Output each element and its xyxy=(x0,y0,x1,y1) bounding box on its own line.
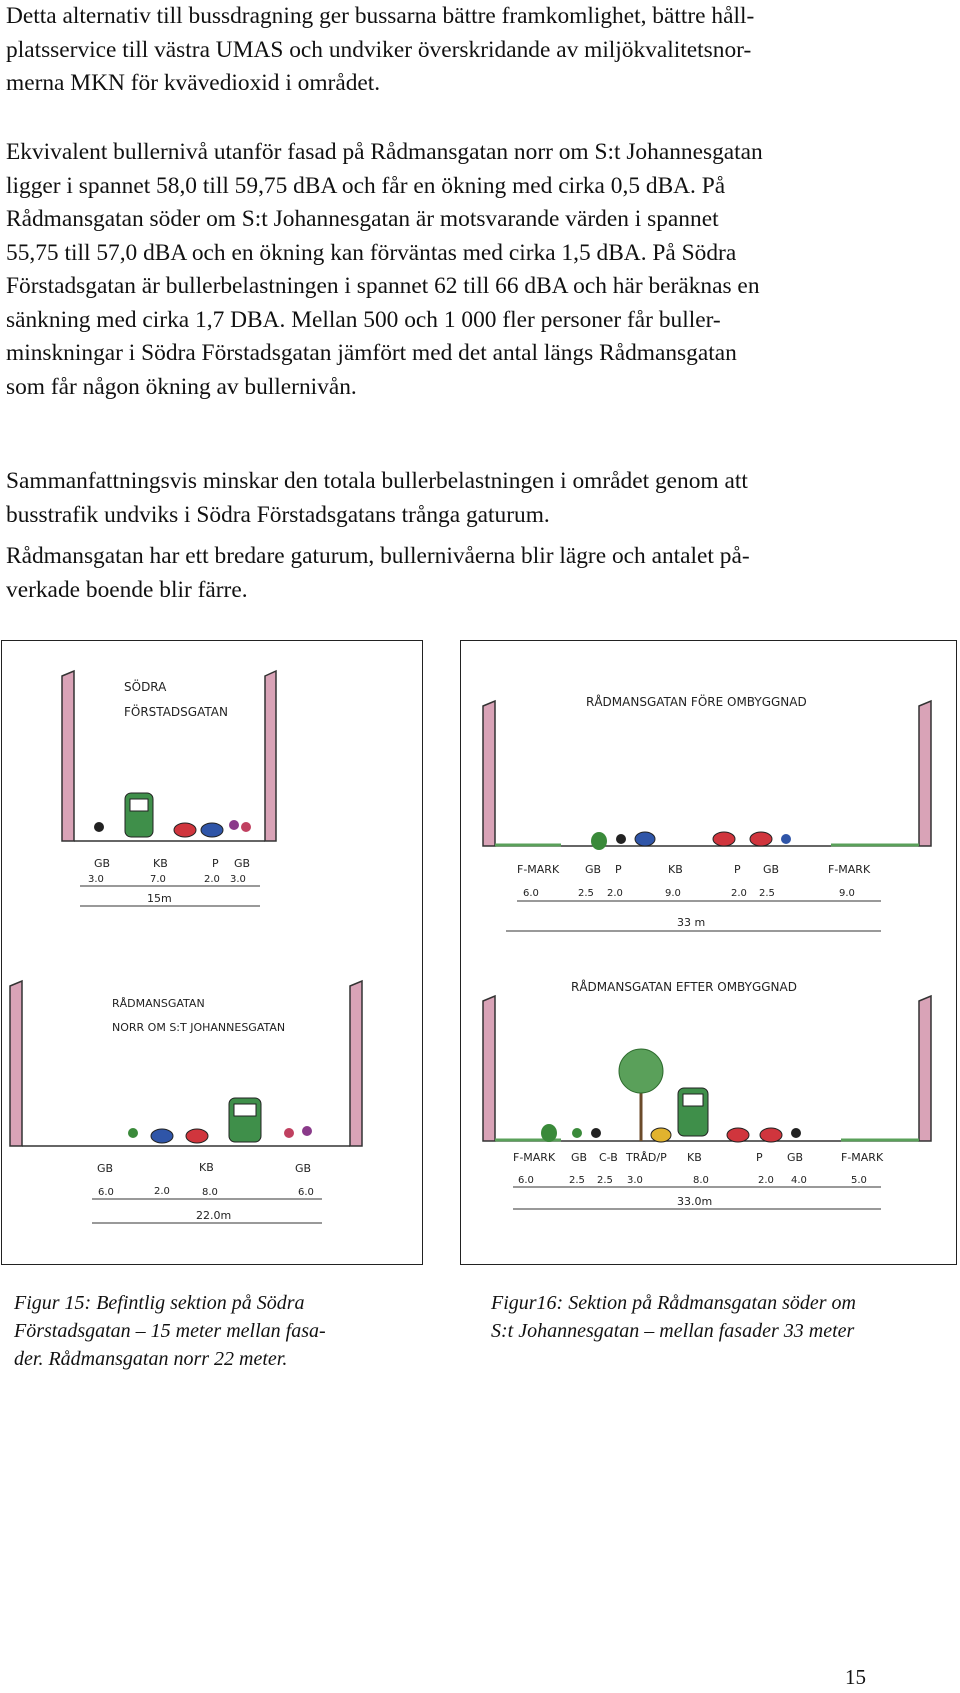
text-line: busstrafik undviks i Södra Förstadsgatans trånga gaturum. xyxy=(6,501,550,528)
caption-line: Förstadsgatan – 15 meter mellan fasa- xyxy=(14,1320,326,1342)
width-value: 2.5 xyxy=(578,888,594,899)
lane-label: GB xyxy=(97,1162,114,1175)
caption-line: der. Rådmansgatan norr 22 meter. xyxy=(14,1348,288,1370)
text-line: Förstadsgatan är bullerbelastningen i spannet 62 till 66 dBA och här beräknas en xyxy=(6,273,760,299)
width-value: 9.0 xyxy=(839,888,855,899)
text-line: Rådmansgatan har ett bredare gaturum, bullernivåerna blir lägre och antalet på- xyxy=(6,543,750,569)
width-value: 2.0 xyxy=(607,888,623,899)
lane-label: F-MARK xyxy=(513,1151,556,1164)
section-title: RÅDMANSGATAN FÖRE OMBYGGNAD xyxy=(586,695,807,709)
paragraph-2 xyxy=(6,136,886,404)
pedestrian-icon xyxy=(616,834,626,844)
section-sodra-forstadsgatan xyxy=(62,671,276,906)
facade-right xyxy=(919,701,931,846)
lane-label: KB xyxy=(668,863,683,876)
width-value: 3.0 xyxy=(230,874,246,885)
width-value: 2.5 xyxy=(569,1175,585,1186)
width-value: 8.0 xyxy=(693,1175,709,1186)
width-value: 2.0 xyxy=(204,874,220,885)
width-value: 6.0 xyxy=(518,1175,534,1186)
width-value: 8.0 xyxy=(202,1187,218,1198)
lane-label: GB xyxy=(295,1162,312,1175)
caption-line: Figur16: Sektion på Rådmansgatan söder om xyxy=(491,1292,856,1314)
text-line: merna MKN för kvävedioxid i området. xyxy=(6,70,381,96)
lane-label: GB xyxy=(787,1151,804,1164)
page-number: 15 xyxy=(845,1665,866,1689)
pedestrian-icon xyxy=(241,822,251,832)
lane-label: GB xyxy=(234,857,251,870)
caption-line: Figur 15: Befintlig sektion på Södra xyxy=(14,1292,305,1314)
lane-label: TRÅD/P xyxy=(626,1151,667,1164)
caption-left xyxy=(14,1289,326,1373)
width-value: 2.0 xyxy=(731,888,747,899)
pedestrian-icon xyxy=(791,1128,801,1138)
width-value: 3.0 xyxy=(627,1175,643,1186)
pedestrian-icon xyxy=(94,822,104,832)
width-value: 4.0 xyxy=(791,1175,807,1186)
facade-left xyxy=(10,981,22,1146)
facade-right xyxy=(350,981,362,1146)
facade-left xyxy=(483,701,495,846)
lane-label: P xyxy=(734,863,741,876)
text-line: Rådmansgatan söder om S:t Johannesgatan är motsvarande värden i spannet xyxy=(6,206,719,232)
section-title: SÖDRA xyxy=(124,680,167,694)
width-value: 6.0 xyxy=(98,1187,114,1198)
figure-left xyxy=(1,640,423,1265)
text-line: som får någon ökning av bullernivån. xyxy=(6,373,357,400)
text-line: verkade boende blir färre. xyxy=(6,576,248,603)
caption-line: S:t Johannesgatan – mellan fasader 33 meter xyxy=(491,1320,855,1342)
facade-right xyxy=(265,671,276,841)
bus-window xyxy=(683,1094,703,1106)
section-title: RÅDMANSGATAN EFTER OMBYGGNAD xyxy=(571,980,797,994)
pedestrian-icon xyxy=(572,1128,582,1138)
lane-label: GB xyxy=(585,863,602,876)
car-icon xyxy=(174,823,196,837)
text-line: minskningar i Södra Förstadsgatan jämfört med det antal längs Rådmansgatan xyxy=(6,340,737,366)
section-fore-ombyggnad xyxy=(483,693,931,931)
width-value: 7.0 xyxy=(150,874,166,885)
car-icon xyxy=(201,823,223,837)
bus-window xyxy=(234,1104,256,1116)
total-width: 22.0m xyxy=(196,1209,232,1222)
lane-label: P xyxy=(212,857,219,870)
tree-icon xyxy=(619,1049,663,1093)
car-icon xyxy=(635,832,655,846)
lane-label: KB xyxy=(199,1161,214,1174)
car-icon xyxy=(750,832,772,846)
facade-left xyxy=(483,996,495,1141)
lane-label: KB xyxy=(687,1151,702,1164)
pedestrian-icon xyxy=(302,1126,312,1136)
pedestrian-icon xyxy=(128,1128,138,1138)
total-width: 33.0m xyxy=(677,1195,713,1208)
section-title: NORR OM S:T JOHANNESGATAN xyxy=(112,1021,286,1034)
lane-label: GB xyxy=(571,1151,588,1164)
text-line: ligger i spannet 58,0 till 59,75 dBA och får en ökning med cirka 0,5 dBA. På xyxy=(6,172,726,199)
lane-label: F-MARK xyxy=(517,863,560,876)
car-icon xyxy=(651,1128,671,1142)
section-title: FÖRSTADSGATAN xyxy=(124,705,228,719)
lane-label: GB xyxy=(94,857,111,870)
lane-label: GB xyxy=(763,863,780,876)
lane-label: P xyxy=(756,1151,763,1164)
figure-right-drawing xyxy=(461,641,956,1264)
paragraph-1 xyxy=(6,0,886,101)
pedestrian-icon xyxy=(284,1128,294,1138)
paragraph-3 xyxy=(6,465,886,532)
width-value: 6.0 xyxy=(523,888,539,899)
width-value: 2.5 xyxy=(597,1175,613,1186)
car-icon xyxy=(151,1129,173,1143)
figure-right xyxy=(460,640,957,1265)
car-icon xyxy=(760,1128,782,1142)
text-line: 55,75 till 57,0 dBA och en ökning kan förväntas med cirka 1,5 dBA. På Södra xyxy=(6,239,737,266)
text-line: sänkning med cirka 1,7 DBA. Mellan 500 och 1 000 fler personer får buller- xyxy=(6,306,721,333)
section-title: RÅDMANSGATAN xyxy=(112,997,205,1010)
pedestrian-icon xyxy=(229,820,239,830)
lane-label: C-B xyxy=(599,1151,618,1164)
lane-label: F-MARK xyxy=(828,863,871,876)
text-line: Sammanfattningsvis minskar den totala bullerbelastningen i området genom att xyxy=(6,468,748,494)
width-value: 6.0 xyxy=(298,1187,314,1198)
pedestrian-icon xyxy=(781,834,791,844)
lane-label: KB xyxy=(153,857,168,870)
car-icon xyxy=(186,1129,208,1143)
width-value: 2.0 xyxy=(758,1175,774,1186)
facade-right xyxy=(919,996,931,1141)
width-value: 9.0 xyxy=(665,888,681,899)
car-icon xyxy=(713,832,735,846)
pedestrian-icon xyxy=(591,1128,601,1138)
width-value: 5.0 xyxy=(851,1175,867,1186)
width-value: 2.0 xyxy=(154,1186,170,1197)
car-icon xyxy=(727,1128,749,1142)
facade-left xyxy=(62,671,74,841)
caption-right xyxy=(491,1289,856,1345)
paragraph-4 xyxy=(6,540,886,607)
figure-left-drawing xyxy=(2,641,422,1264)
total-width: 15m xyxy=(147,892,172,905)
bus-window xyxy=(130,799,148,811)
tree-icon xyxy=(591,832,607,850)
text-line: Ekvivalent bullernivå utanför fasad på Rådmansgatan norr om S:t Johannesgatan xyxy=(6,139,763,165)
lane-label: F-MARK xyxy=(841,1151,884,1164)
tree-icon xyxy=(541,1124,557,1142)
text-line: Detta alternativ till bussdragning ger bussarna bättre framkomlighet, bättre håll- xyxy=(6,3,755,29)
lane-label: P xyxy=(615,863,622,876)
section-efter-ombyggnad xyxy=(483,979,931,1209)
width-value: 3.0 xyxy=(88,874,104,885)
text-line: platsservice till västra UMAS och undviker överskridande av miljökvalitetsnor- xyxy=(6,36,752,63)
section-radmansgatan-norr xyxy=(10,981,362,1223)
total-width: 33 m xyxy=(677,916,706,929)
width-value: 2.5 xyxy=(759,888,775,899)
